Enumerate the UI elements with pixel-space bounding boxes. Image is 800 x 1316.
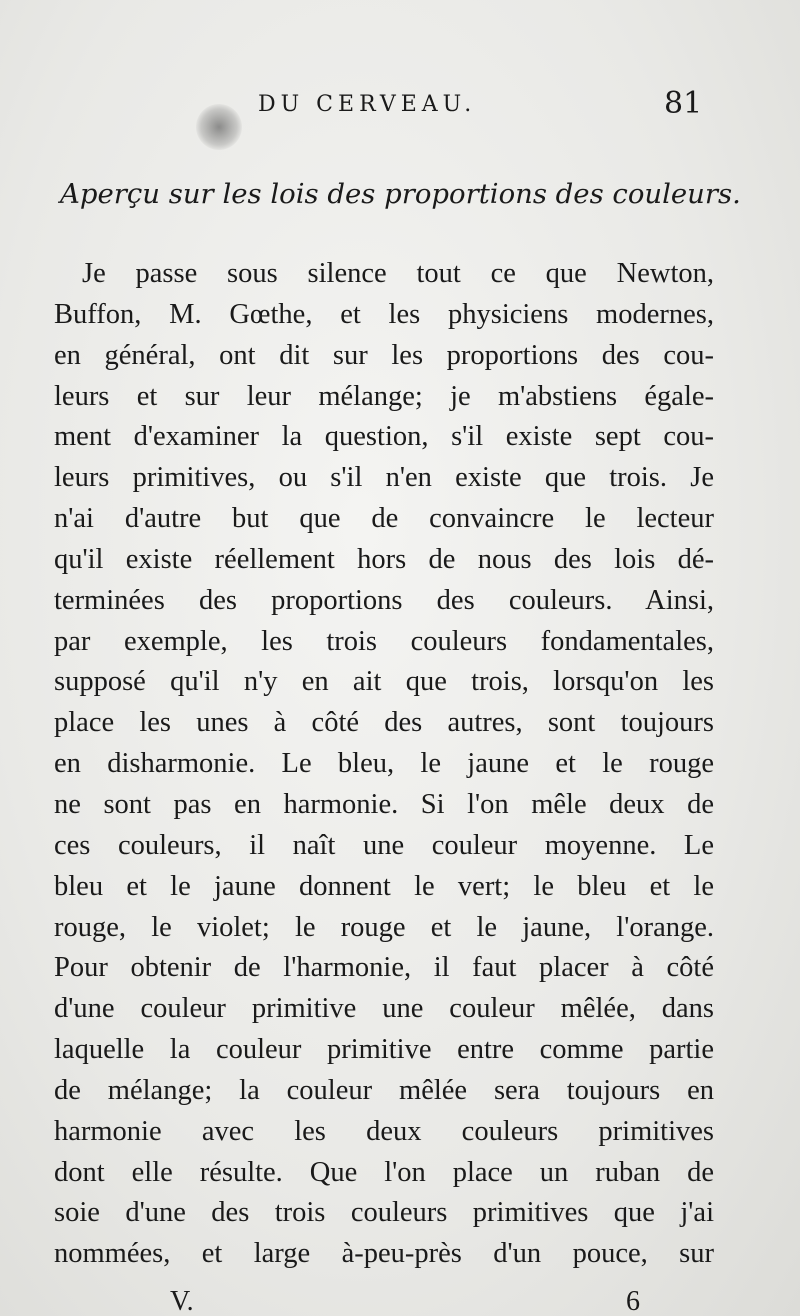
text-line: ne sont pas en harmonie. Si l'on mêle deux de <box>54 788 714 820</box>
text-line: n'ai d'autre but que de convaincre le lecteur <box>54 503 714 535</box>
text-line: ces couleurs, il naît une couleur moyenne. Le <box>54 829 714 861</box>
text-line: harmonie avec les deux couleurs primitives <box>54 1115 714 1147</box>
text-line: en disharmonie. Le bleu, le jaune et le rouge <box>54 748 714 780</box>
text-line: dont elle résulte. Que l'on place un ruban de <box>54 1156 714 1188</box>
text-line: laquelle la couleur primitive entre comme partie <box>54 1034 714 1066</box>
text-line: par exemple, les trois couleurs fondamentales, <box>54 625 714 657</box>
signature-mark: V. <box>170 1286 194 1316</box>
text-line: supposé qu'il n'y en ait que trois, lorsqu'on les <box>54 666 714 698</box>
text-line: rouge, le violet; le rouge et le jaune, l'orange. <box>54 911 714 943</box>
page-number: 81 <box>664 86 703 121</box>
text-line: terminées des proportions des couleurs. Ainsi, <box>54 584 714 616</box>
section-title: Aperçu sur les lois des proportions des couleurs. <box>60 178 741 210</box>
text-line: d'une couleur primitive une couleur mêlée, dans <box>54 993 714 1025</box>
gathering-number: 6 <box>626 1286 640 1316</box>
text-line: leurs primitives, ou s'il n'en existe que trois. Je <box>54 462 714 494</box>
running-head: DU CERVEAU. <box>258 92 477 117</box>
page-footer <box>0 1286 800 1316</box>
text-line: ment d'examiner la question, s'il existe sept cou- <box>54 421 714 453</box>
text-line: soie d'une des trois couleurs primitives que j'ai <box>54 1197 714 1229</box>
text-line: Je passe sous silence tout ce que Newton, <box>82 258 714 289</box>
text-line: qu'il existe réellement hors de nous des lois dé- <box>54 543 714 575</box>
page-header <box>0 86 800 128</box>
body-text <box>54 254 714 1275</box>
text-line: nommées, et large à-peu-près d'un pouce, sur <box>54 1238 714 1270</box>
text-line: place les unes à côté des autres, sont toujours <box>54 707 714 739</box>
text-line: Pour obtenir de l'harmonie, il faut placer à côté <box>54 952 714 984</box>
text-line: de mélange; la couleur mêlée sera toujours en <box>54 1074 714 1106</box>
text-line: en général, ont dit sur les proportions des cou- <box>54 339 714 371</box>
text-line: leurs et sur leur mélange; je m'abstiens égale- <box>54 380 714 412</box>
text-line: Buffon, M. Gœthe, et les physiciens modernes, <box>54 298 714 330</box>
text-line: bleu et le jaune donnent le vert; le bleu et le <box>54 870 714 902</box>
